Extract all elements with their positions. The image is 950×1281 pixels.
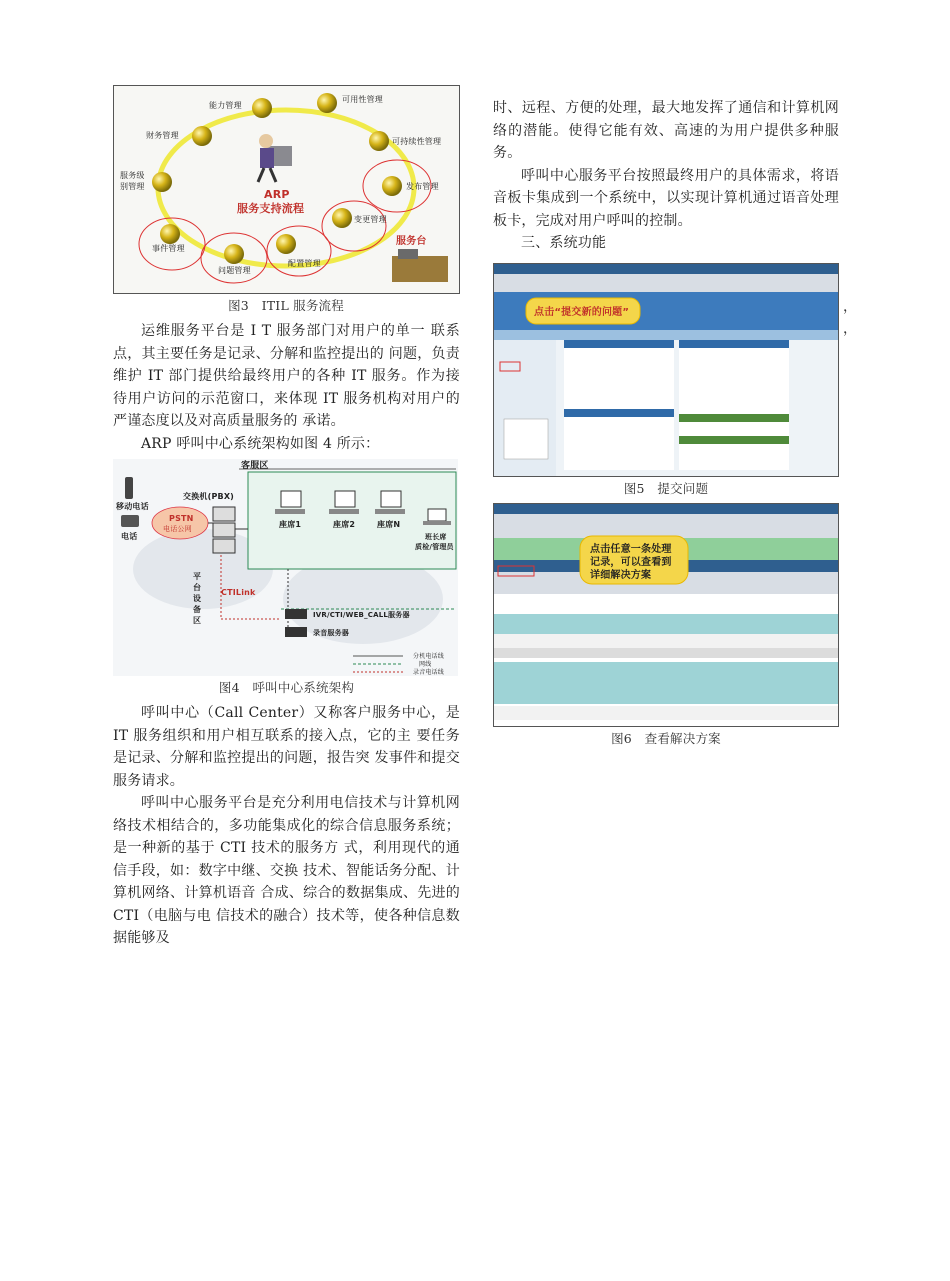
- platform-label-2: 台: [193, 583, 202, 592]
- platform-label-4: 备: [193, 605, 202, 614]
- label-service-level: 服务级: [120, 171, 145, 180]
- label-service-level-2: 别管理: [120, 182, 145, 191]
- paragraph-ops-platform: 运维服务平台是 I T 服务部门对用户的单一 联系点，其主要任务是记录、分解和监控提出的 问题，负责维护 IT 部门提供给最终用户的各种 IT 服务。作为接待用户访问的示范窗口，来体现 IT 服务机构对用户的严谨态度以及对高质量服务的 承诺。: [113, 323, 460, 429]
- mobile-label: 移动电话: [116, 502, 149, 511]
- pbx-label: 交换机(PBX): [183, 492, 235, 501]
- platform-label-5: 区: [193, 616, 202, 625]
- pbx-rack-icon: [213, 507, 235, 553]
- seat-n-label: 座席N: [377, 520, 401, 529]
- callout-text: 点击“提交新的问题”: [534, 306, 630, 318]
- submit-issue-screenshot: [494, 264, 838, 476]
- recording-label: 录音服务器: [313, 629, 349, 637]
- node-availability: [317, 93, 337, 113]
- legend-network: 网线: [419, 661, 432, 668]
- figure-submit-issue-screenshot: [493, 263, 839, 477]
- callout-line-1: 点击任意一条处理: [590, 543, 672, 555]
- paragraph-call-center-platform: 呼叫中心服务平台是充分利用电信技术与计算机网络技术相结合的，多功能集成化的综合信息服务系统；是一种新的基于 CTI 技术的服务方 式，利用现代的通信手段，如：数字中继、交换 技术、智能话务分配、计算机网络、计算机语音 合成、综合的数据集成、先进的 CTI（电脑与电 信技术的融合）技术等，使各种信息数据能够及: [113, 795, 460, 946]
- seat-1-label: 座席1: [279, 520, 302, 529]
- label-capacity: 能力管理: [209, 101, 242, 110]
- legend-extension-line: 分机电话线: [413, 653, 445, 660]
- node-release: [382, 176, 402, 196]
- figure-3-caption: 图3 ITIL 服务流程: [228, 298, 344, 313]
- paragraph-call-center-def: 呼叫中心（Call Center）又称客户服务中心，是 IT 服务组织和用户相互联系的接入点，它的主 要任务是记录、分解和监控提出的问题，报告突 发事件和提交服务请求。: [113, 705, 460, 789]
- node-capacity: [252, 98, 272, 118]
- platform-label-3: 设: [193, 594, 202, 603]
- node-change: [332, 208, 352, 228]
- legend-recording-line: 录音电话线: [413, 669, 445, 676]
- ivr-label: IVR/CTI/WEB_CALL服务器: [313, 611, 410, 619]
- figure-5-caption: 图5 提交问题: [623, 480, 709, 496]
- label-config: 配置管理: [288, 259, 321, 268]
- ivr-server-icon: [285, 609, 307, 619]
- ctilink-label: CTILink: [221, 588, 256, 597]
- view-solution-screenshot: [494, 504, 838, 726]
- edge-mark-2: ，: [843, 321, 857, 337]
- figure-call-center-architecture: [113, 459, 458, 676]
- node-service-level: [152, 172, 172, 192]
- customer-area-label: 客服区: [241, 461, 269, 471]
- node-problem: [224, 244, 244, 264]
- right-column: [493, 97, 839, 753]
- center-title: ARP: [264, 188, 290, 201]
- figure-6-caption: 图6 查看解决方案: [611, 730, 721, 746]
- node-financial: [192, 126, 212, 146]
- itil-process-diagram: [114, 86, 459, 293]
- callout-line-3: 详细解决方案: [590, 569, 652, 581]
- label-financial: 财务管理: [146, 131, 179, 140]
- label-incident: 事件管理: [152, 244, 185, 253]
- edge-mark-1: ，: [843, 299, 857, 315]
- pstn-sub-label: 电话公网: [163, 525, 192, 533]
- label-availability: 可用性管理: [342, 95, 383, 104]
- service-desk-box: [392, 256, 448, 282]
- desk-phone-icon: [121, 515, 139, 527]
- section-heading-system-functions: 三、系统功能: [521, 235, 607, 251]
- figure-itil-process: [113, 85, 460, 294]
- label-problem: 问题管理: [218, 266, 251, 275]
- node-continuity: [369, 131, 389, 151]
- paragraph-continuation: 时、远程、方便的处理，最大地发挥了通信和计算机网络的潜能。使得它能有效、高速的为用户提供多种服务。: [493, 100, 839, 161]
- call-center-architecture-diagram: [113, 459, 458, 676]
- seat-2-label: 座席2: [333, 520, 356, 529]
- mobile-phone-icon: [125, 477, 133, 499]
- phone-label: 电话: [121, 532, 138, 541]
- left-column: [113, 85, 460, 950]
- center-subtitle: 服务支持流程: [237, 202, 305, 215]
- pstn-label: PSTN: [169, 514, 194, 523]
- recording-server-icon: [285, 627, 307, 637]
- label-change: 变更管理: [354, 215, 387, 224]
- callout-line-2: 记录，可以查看到: [590, 556, 672, 568]
- platform-label-1: 平: [193, 572, 202, 581]
- figure-view-solution-screenshot: [493, 503, 839, 727]
- paragraph-arp-intro: ARP 呼叫中心系统架构如图 4 所示：: [141, 435, 380, 452]
- pstn-cloud: [152, 507, 208, 539]
- node-incident: [160, 224, 180, 244]
- paragraph-voice-board: 呼叫中心服务平台按照最终用户的具体需求，将语音板卡集成到一个系统中，以实现计算机通过语音处理板卡，完成对用户呼叫的控制。: [493, 167, 839, 229]
- monitor-sub-label: 质检/管理员: [415, 543, 454, 551]
- monitor-label: 班长席: [425, 533, 447, 541]
- figure-4-caption: 图4 呼叫中心系统架构: [218, 680, 355, 695]
- label-continuity: 可持续性管理: [392, 137, 442, 146]
- node-config: [276, 234, 296, 254]
- label-release: 发布管理: [406, 182, 439, 191]
- service-desk-label: 服务台: [396, 236, 427, 247]
